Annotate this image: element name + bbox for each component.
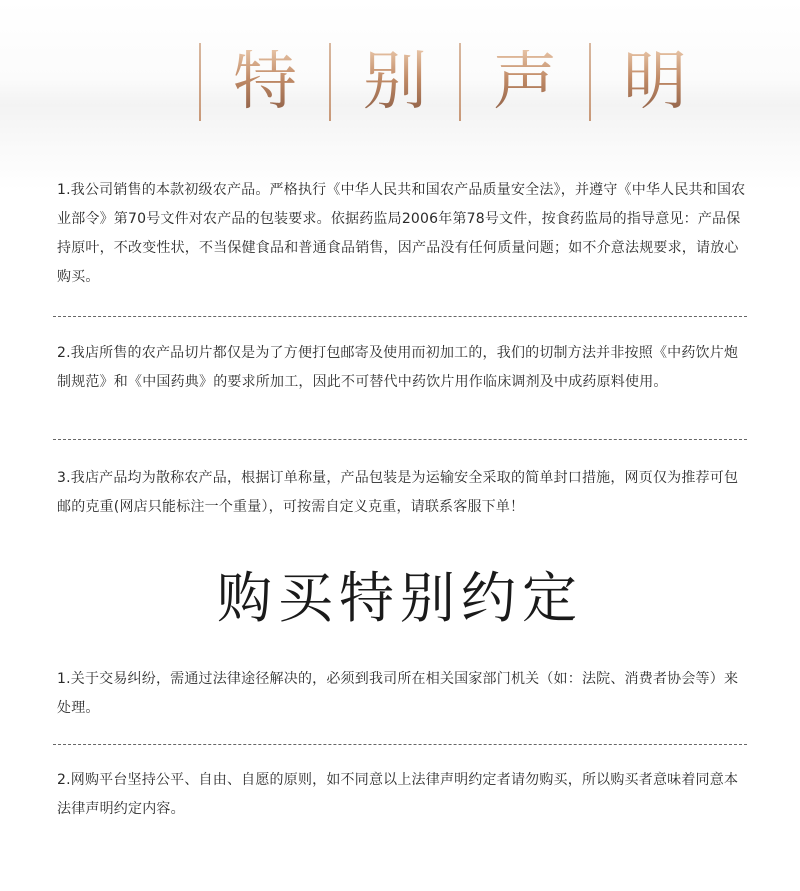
special-statement-title bbox=[181, 32, 701, 132]
title-char: 特 bbox=[219, 50, 311, 114]
title-divider bbox=[589, 43, 591, 121]
agreement-paragraph-2: 2.网购平台坚持公平、自由、自愿的原则，如不同意以上法律声明约定者请勿购买，所以购买者意味着同意本法律声明约定内容。 bbox=[57, 772, 739, 817]
agreement-paragraph-1: 1.关于交易纠纷，需通过法律途径解决的，必须到我司所在相关国家部门机关（如：法院、消费者协会等）来处理。 bbox=[57, 671, 739, 716]
title-char: 明 bbox=[609, 50, 701, 114]
title-char: 别 bbox=[349, 50, 441, 114]
title-divider bbox=[459, 43, 461, 121]
dashed-divider bbox=[53, 316, 747, 317]
statement-paragraph-1: 1.我公司销售的本款初级农产品。严格执行《中华人民共和国农产品质量安全法》，并遵守《中华人民共和国农业部令》第70号文件对农产品的包装要求。依据药监局2006年第78号文件，按食药监局的指导意见：产品保持原叶，不改变性状，不当保健食品和普通食品销售，因产品没有任何质量问题；如不介意法规要求，请放心购买。 bbox=[57, 182, 746, 285]
dashed-divider bbox=[53, 744, 747, 745]
dashed-divider bbox=[53, 439, 747, 440]
statement-paragraph-3: 3.我店产品均为散称农产品，根据订单称量，产品包装是为运输安全采取的简单封口措施，网页仅为推荐可包邮的克重(网店只能标注一个重量），可按需自定义克重，请联系客服下单！ bbox=[57, 470, 739, 515]
title-divider bbox=[199, 43, 201, 121]
statement-paragraph-2: 2.我店所售的农产品切片都仅是为了方便打包邮寄及使用而初加工的，我们的切制方法并非按照《中药饮片炮制规范》和《中国药典》的要求所加工，因此不可替代中药饮片用作临床调剂及中成药原料使用。 bbox=[57, 345, 739, 390]
purchase-agreement-title: 购买特别约定 bbox=[216, 566, 583, 630]
title-divider bbox=[329, 43, 331, 121]
title-char: 声 bbox=[479, 50, 571, 114]
